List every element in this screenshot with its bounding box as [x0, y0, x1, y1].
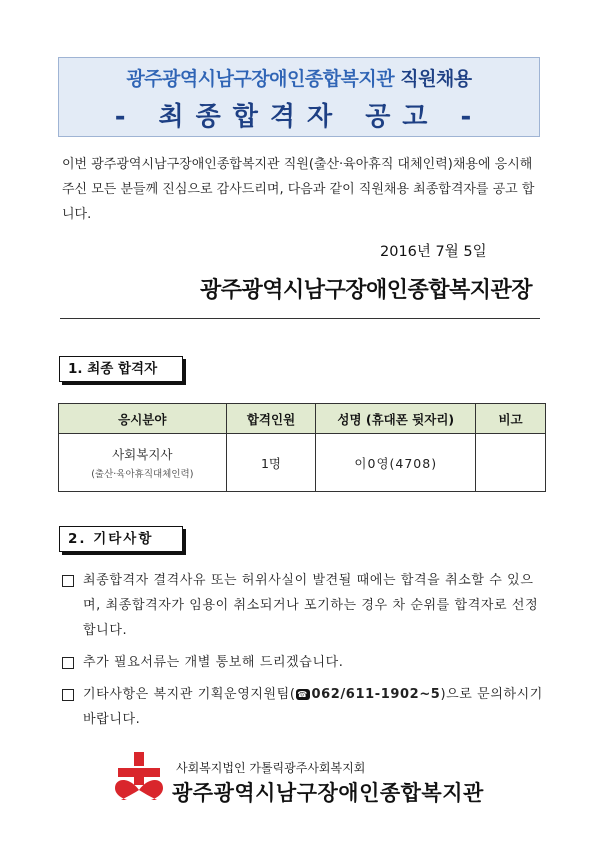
catholic-cross-logo — [112, 750, 166, 802]
list-item — [62, 650, 546, 675]
table-header-cell: 성명 (휴대폰 뒷자리) — [316, 404, 476, 434]
table-header-cell: 비고 — [476, 404, 546, 434]
table-header-cell: 응시분야 — [59, 404, 227, 434]
checkbox-bullet-icon — [62, 657, 74, 669]
header-title — [58, 64, 540, 91]
note-text-after: )으로 문의하시기 바랍니다. — [83, 687, 543, 727]
signatory: 광주광역시남구장애인종합복지관장 — [200, 278, 533, 303]
note-text-before: 기타사항은 복지관 기획운영지원팀( — [83, 687, 296, 702]
checkbox-bullet-icon — [62, 575, 74, 587]
header-title-suffix: 직원채용 — [400, 68, 472, 90]
table-header-cell: 합격인원 — [226, 404, 316, 434]
footer-org-name: 광주광역시남구장애인종합복지관 — [172, 781, 484, 805]
field-name: 사회복지사 — [112, 447, 173, 462]
header-title-org: 광주광역시남구장애인종합복지관 — [126, 68, 395, 90]
phone-icon: ☎ — [297, 690, 308, 699]
note-text: 최종합격자 결격사유 또는 허위사실이 발견될 때에는 합격을 취소할 수 있으며, 최종합격자가 임용이 취소되거나 포기하는 경우 차 순위를 합격자로 선정합니다. — [83, 573, 539, 638]
list-item — [62, 682, 546, 732]
table-row — [59, 434, 546, 492]
footer-parent-org: 사회복지법인 가톨릭광주사회복지회 — [176, 761, 366, 775]
divider-line — [60, 318, 540, 319]
notes-list — [62, 568, 546, 739]
table-header-row — [59, 404, 546, 434]
phone-number: 062/611-1902~5 — [311, 687, 441, 702]
name-cell: 이0영(4708) — [316, 434, 476, 492]
note-text — [83, 682, 546, 732]
remark-cell — [476, 434, 546, 492]
list-item — [62, 568, 546, 643]
checkbox-bullet-icon — [62, 689, 74, 701]
intro-paragraph: 이번 광주광역시남구장애인종합복지관 직원(출산·육아휴직 대체인력)채용에 응시해주신 모든 분들께 진심으로 감사드리며, 다음과 같이 직원채용 최종합격자를 공고 합니다. — [62, 157, 535, 222]
count-cell: 1명 — [226, 434, 316, 492]
announcement-date: 2016년 7월 5일 — [380, 244, 487, 260]
result-table — [58, 403, 546, 492]
field-subtitle: (출산·육아휴직대체인력) — [91, 469, 194, 480]
note-text: 추가 필요서류는 개별 통보해 드리겠습니다. — [83, 655, 344, 670]
header-subtitle: - 최종합격자 공고 - — [114, 102, 484, 132]
field-cell — [59, 434, 227, 492]
section2-label: 2. 기타사항 — [59, 526, 183, 552]
section1-label: 1. 최종 합격자 — [59, 356, 183, 382]
